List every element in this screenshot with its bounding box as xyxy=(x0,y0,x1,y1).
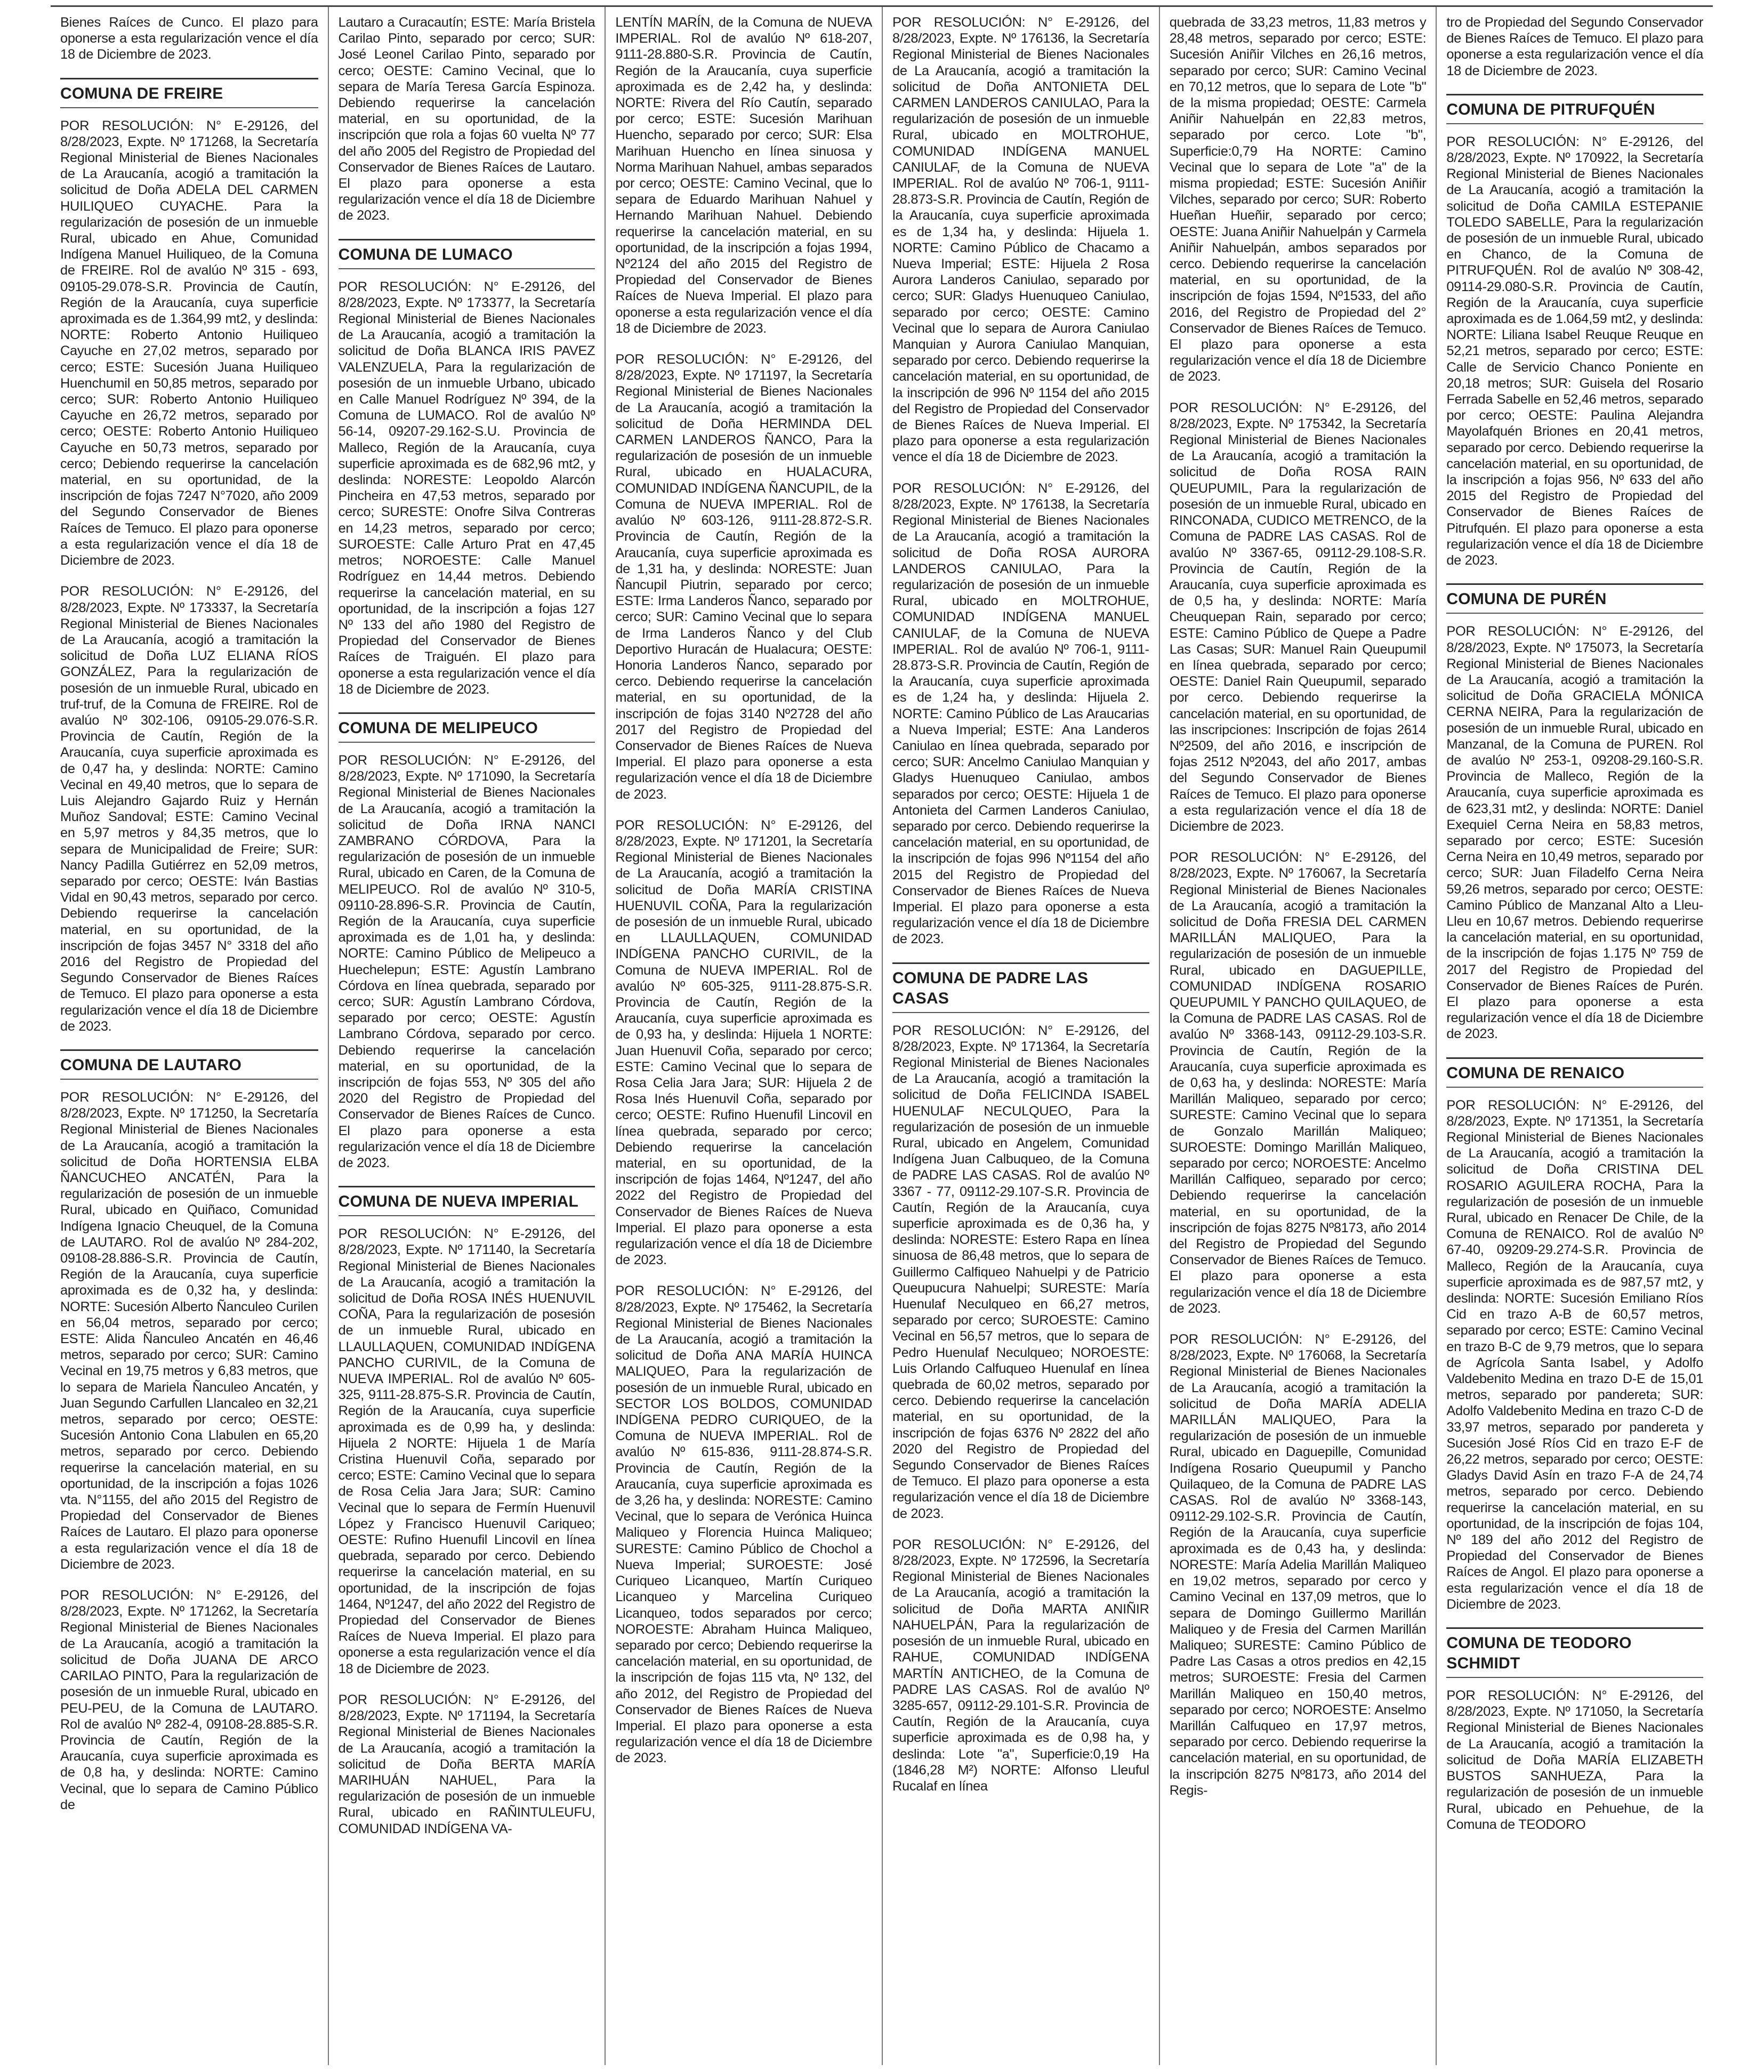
newspaper-page xyxy=(51,5,1713,2065)
notice-paragraph: POR RESOLUCIÓN: N° E-29126, del 8/28/2023, Expte. Nº 175073, la Secretaría Regional Ministerial de Bienes Nacionales de La Araucanía, acogió a tramitación la solicitud de Doña GRACIELA MÓNICA CERNA NEIRA, Para la regularización de posesión de un inmueble Rural, ubicado en Manzanal, de la Comuna de PUREN. Rol de avalúo Nº 253-1, 09208-29.160-S.R. Provincia de Malleco, Región de la Araucanía, cuya superficie aproximada es de 623,31 mt2, y deslinda: NORTE: Daniel Exequiel Cerna Neira en 58,83 metros, separado por cerco; ESTE: Sucesión Cerna Neira en 10,49 metros, separado por cerco; SUR: Juan Filadelfo Cerna Neira 59,26 metros, separado por cerco; OESTE: Camino Público de Manzanal Alto a Lleu-Lleu en 10,67 metros. Debiendo requerirse la cancelación material, en su oportunidad, de la inscripción de fojas 1.175 Nº 759 de 2017 del Registro de Propiedad del Conservador de Bienes Raíces de Purén. El plazo para oponerse a esta regularización vence el día 18 de Diciembre de 2023. xyxy=(1446,624,1704,1042)
column-5 xyxy=(1159,7,1436,2065)
section-heading: COMUNA DE PURÉN xyxy=(1446,583,1703,614)
notice-paragraph: POR RESOLUCIÓN: N° E-29126, del 8/28/2023, Expte. Nº 171050, la Secretaría Regional Ministerial de Bienes Nacionales de La Araucanía, acogió a tramitación la solicitud de Doña MARÍA ELIZABETH BUSTOS SANHUEZA, Para la regularización de posesión de un inmueble Rural, ubicado en Pehuehue, de la Comuna de TEODORO xyxy=(1446,1688,1704,1832)
notice-paragraph: POR RESOLUCIÓN: N° E-29126, del 8/28/2023, Expte. Nº 172596, la Secretaría Regional Ministerial de Bienes Nacionales de La Araucanía, acogió a tramitación la solicitud de Doña MARTA ANIÑIR NAHUELPÁN, Para la regularización de posesión de un inmueble Rural, ubicado en RAHUE, COMUNIDAD INDÍGENA MARTÍN ANTICHEO, de la Comuna de PADRE LAS CASAS. Rol de avalúo Nº 3285-657, 09112-29.101-S.R. Provincia de Cautín, Región de la Araucanía, cuya superficie aproximada es de 0,98 ha, y deslinda: Lote "a", Superficie:0,19 Ha (1846,28 M²) NORTE: Alfonso Lleuful Rucalaf en línea xyxy=(892,1537,1149,1794)
notice-paragraph: POR RESOLUCIÓN: N° E-29126, del 8/28/2023, Expte. Nº 170922, la Secretaría Regional Ministerial de Bienes Nacionales de La Araucanía, acogió a tramitación la solicitud de Doña CAMILA ESTEPANIE TOLEDO SABELLE, Para la regularización de posesión de un inmueble Rural, ubicado en Chanco, de la Comuna de PITRUFQUÉN. Rol de avalúo Nº 308-42, 09114-29.080-S.R. Provincia de Cautín, Región de la Araucanía, cuya superficie aproximada es de 1.064,59 mt2, y deslinda: NORTE: Liliana Isabel Reuque Reuque en 52,21 metros, separado por cerco; ESTE: Calle de Servicio Chanco Poniente en 20,18 metros; SUR: Guisela del Rosario Ferrada Sabelle en 52,46 metros, separado por cerco; OESTE: Paulina Alejandra Mayolafquén Briones en 20,41 metros, separado por cerco. Debiendo requerirse la cancelación material, en su oportunidad, de la inscripción a fojas 956, Nº 633 del año 2015 del Registro de Propiedad del Conservador de Bienes Raíces de Pitrufquén. El plazo para oponerse a esta regularización vence el día 18 de Diciembre de 2023. xyxy=(1446,134,1704,568)
column-1 xyxy=(51,7,328,2065)
notice-paragraph: POR RESOLUCIÓN: N° E-29126, del 8/28/2023, Expte. Nº 171140, la Secretaría Regional Ministerial de Bienes Nacionales de La Araucanía, acogió a tramitación la solicitud de Doña ROSA INÉS HUENUVIL COÑA, Para la regularización de posesión de un inmueble Rural, ubicado en LLAULLAQUEN, COMUNIDAD INDÍGENA PANCHO CURIVIL, de la Comuna de NUEVA IMPERIAL. Rol de avalúo Nº 605-325, 9111-28.875-S.R. Provincia de Cautín, Región de la Araucanía, cuya superficie aproximada es de 0,99 ha, y deslinda: Hijuela 2 NORTE: Hijuela 1 de María Cristina Huenuvil Coña, separado por cerco; ESTE: Camino Vecinal que lo separa de Rosa Celia Jara Jara; SUR: Camino Vecinal que lo separa de Fermín Huenuvil López y Francisco Huenuvil Cariqueo; OESTE: Rufino Huenufil Lincovil en línea quebrada, separado por cerco. Debiendo requerirse la cancelación material, en su oportunidad, de la inscripción de fojas 1464, Nº1247, del año 2022 del Registro de Propiedad del Conservador de Bienes Raíces de Nueva Imperial. El plazo para oponerse a esta regularización vence el día 18 de Diciembre de 2023. xyxy=(338,1226,595,1676)
notice-paragraph: POR RESOLUCIÓN: N° E-29126, del 8/28/2023, Expte. Nº 171268, la Secretaría Regional Ministerial de Bienes Nacionales de La Araucanía, acogió a tramitación la solicitud de Doña ADELA DEL CARMEN HUILIQUEO CUYACHE. Para la regularización de posesión de un inmueble Rural, ubicado en Ahue, Comunidad Indígena Manuel Huiliqueo, de la Comuna de FREIRE. Rol de avalúo Nº 315 - 693, 09105-29.078-S.R. Provincia de Cautín, Región de la Araucanía, cuya superficie aproximada es de 1.364,99 mt2, y deslinda: NORTE: Roberto Antonio Huiliqueo Cayuche en 27,02 metros, separado por cerco; ESTE: Sucesión Juana Huiliqueo Huenchumil en 50,85 metros, separado por cerco; SUR: Roberto Antonio Huiliqueo Cayuche en 26,72 metros, separado por cerco; OESTE: Roberto Antonio Huiliqueo Cayuche en 50,73 metros, separado por cerco; Debiendo requerirse la cancelación material, en su oportunidad, de la inscripción de fojas 7247 N°7020, año 2009 del Segundo Conservador de Bienes Raíces de Temuco. El plazo para oponerse a esta regularización vence el día 18 de Diciembre de 2023. xyxy=(60,118,318,568)
column-4 xyxy=(882,7,1159,2065)
notice-paragraph: POR RESOLUCIÓN: N° E-29126, del 8/28/2023, Expte. Nº 176067, la Secretaría Regional Ministerial de Bienes Nacionales de La Araucanía, acogió a tramitación la solicitud de Doña FRESIA DEL CARMEN MARILLÁN MALIQUEO, Para la regularización de posesión de un inmueble Rural, ubicado en DAGUEPILLE, COMUNIDAD INDÍGENA ROSARIO QUEUPUMIL Y PANCHO QUILAQUEO, de la Comuna de PADRE LAS CASAS. Rol de avalúo Nº 3368-143, 09112-29.103-S.R. Provincia de Cautín, Región de la Araucanía, cuya superficie aproximada es de 0,63 ha, y deslinda: NORESTE: María Marillán Maliqueo, separado por cerco; SURESTE: Camino Vecinal que lo separa de Gonzalo Marillán Maliqueo; SUROESTE: Domingo Marillán Maliqueo, separado por cerco; NOROESTE: Ancelmo Marillán Calfiqueo, separado por cerco; Debiendo requerirse la cancelación material, en su oportunidad, de la inscripción de fojas 8275 Nº8173, año 2014 del Registro de Propiedad del Segundo Conservador de Bienes Raíces de Temuco. El plazo para oponerse a esta regularización vence el día 18 de Diciembre de 2023. xyxy=(1169,850,1427,1316)
notice-paragraph: POR RESOLUCIÓN: N° E-29126, del 8/28/2023, Expte. Nº 175462, la Secretaría Regional Ministerial de Bienes Nacionales de La Araucanía, acogió a tramitación la solicitud de Doña ANA MARÍA HUINCA MALIQUEO, Para la regularización de posesión de un inmueble Rural, ubicado en SECTOR LOS BOLDOS, COMUNIDAD INDÍGENA PEDRO CURIQUEO, de la Comuna de NUEVA IMPERIAL. Rol de avalúo Nº 615-836, 9111-28.874-S.R. Provincia de Cautín, Región de la Araucanía, cuya superficie aproximada es de 3,26 ha, y deslinda: NORESTE: Camino Vecinal, que lo separa de Verónica Huinca Maliqueo y Florencia Huinca Maliqueo; SURESTE: Camino Público de Chochol a Nueva Imperial; SUROESTE: José Curiqueo Licanqueo, Martín Curiqueo Licanqueo y Marcelina Curiqueo Licanqueo, todos separados por cerco; NOROESTE: Abraham Huinca Maliqueo, separado por cerco; Debiendo requerirse la cancelación material, en su oportunidad, de la inscripción de fojas 115 vta, Nº 132, del año 2012, del Registro de Propiedad del Conservador de Bienes Raíces de Nueva Imperial. El plazo para oponerse a esta regularización vence el día 18 de Diciembre de 2023. xyxy=(615,1283,873,1766)
column-2 xyxy=(328,7,605,2065)
column-3 xyxy=(605,7,882,2065)
section-heading: COMUNA DE RENAICO xyxy=(1446,1057,1703,1088)
notice-paragraph: POR RESOLUCIÓN: N° E-29126, del 8/28/2023, Expte. Nº 171364, la Secretaría Regional Ministerial de Bienes Nacionales de La Araucanía, acogió a tramitación la solicitud de Doña FELICINDA ISABEL HUENULAF NECULQUEO, Para la regularización de posesión de un inmueble Rural, ubicado en Angelem, Comunidad Indígena Juan Calbuqueo, de la Comuna de PADRE LAS CASAS. Rol de avalúo Nº 3367 - 77, 09112-29.107-S.R. Provincia de Cautín, Región de la Araucanía, cuya superficie aproximada es de 0,36 ha, y deslinda: NORESTE: Estero Rapa en línea sinuosa de 86,48 metros, que lo separa de Guillermo Calfiqueo Nahuelpi y de Patricio Queupucura Nahuelpi; SURESTE: María Huenulaf Neculqueo en 66,27 metros, separado por cerco; SUROESTE: Camino Vecinal en 56,57 metros, que lo separa de Pedro Huenulaf Neculqueo; NOROESTE: Luis Orlando Calfuqueo Huenulaf en línea quebrada de 60,02 metros, separado por cerco. Debiendo requerirse la cancelación material, en su oportunidad, de la inscripción de fojas 6376 Nº 2822 del año 2020 del Registro de Propiedad del Segundo Conservador de Bienes Raíces de Temuco. El plazo para oponerse a esta regularización vence el día 18 de Diciembre de 2023. xyxy=(892,1023,1149,1521)
notice-paragraph: POR RESOLUCIÓN: N° E-29126, del 8/28/2023, Expte. Nº 176068, la Secretaría Regional Ministerial de Bienes Nacionales de La Araucanía, acogió a tramitación la solicitud de Doña MARÍA ADELIA MARILLÁN MALIQUEO, Para la regularización de posesión de un inmueble Rural, ubicado en Daguepille, Comunidad Indígena Rosario Queupumil y Pancho Quilaqueo, de la Comuna de PADRE LAS CASAS. Rol de avalúo Nº 3368-143, 09112-29.102-S.R. Provincia de Cautín, Región de la Araucanía, cuya superficie aproximada es de 0,43 ha, y deslinda: NORESTE: María Adelia Marillán Maliqueo en 19,02 metros, separado por cerco y Camino Vecinal en 137,09 metros, que lo separa de Domingo Guillermo Marillán Maliqueo y de Fresia del Carmen Marillán Maliqueo; SURESTE: Camino Público de Padre Las Casas a otros predios en 42,15 metros; SUROESTE: Fresia del Carmen Marillán Maliqueo en 150,40 metros, separado por cerco; NOROESTE: Anselmo Marillán Calfuqueo en 17,97 metros, separado por cerco. Debiendo requerirse la cancelación material, en su oportunidad, de la inscripción 8275 Nº8173, año 2014 del Regis- xyxy=(1169,1332,1427,1798)
section-heading: COMUNA DE PADRE LAS CASAS xyxy=(892,962,1149,1013)
notice-paragraph: POR RESOLUCIÓN: N° E-29126, del 8/28/2023, Expte. Nº 176138, la Secretaría Regional Ministerial de Bienes Nacionales de La Araucanía, acogió a tramitación la solicitud de Doña ROSA AURORA LANDEROS CANIULAO, Para la regularización de posesión de un inmueble Rural, ubicado en MOLTROHUE, COMUNIDAD INDÍGENA MANUEL CANIULAF, de la Comuna de NUEVA IMPERIAL. Rol de avalúo Nº 706-1, 9111-28.873-S.R. Provincia de Cautín, Región de la Araucanía, cuya superficie aproximada es de 1,24 ha, y deslinda: Hijuela 2. NORTE: Camino Público de Las Araucarias a Nueva Imperial; ESTE: Ana Landeros Caniulao en línea quebrada, separado por cerco; SUR: Ancelmo Caniulao Manquian y Gladys Huenuqueo Caniulao, ambos separados por cerco; OESTE: Hijuela 1 de Antonieta del Carmen Landeros Caniulao, separado por cerco. Debiendo requerirse la cancelación material, en su oportunidad, de la inscripción de fojas 996 Nº1154 del año 2015 del Registro de Propiedad del Conservador de Bienes Raíces de Nueva Imperial. El plazo para oponerse a esta regularización vence el día 18 de Diciembre de 2023. xyxy=(892,480,1149,947)
notice-paragraph: POR RESOLUCIÓN: N° E-29126, del 8/28/2023, Expte. Nº 171197, la Secretaría Regional Ministerial de Bienes Nacionales de La Araucanía, acogió a tramitación la solicitud de Doña HERMINDA DEL CARMEN LANDEROS ÑANCO, Para la regularización de posesión de un inmueble Rural, ubicado en HUALACURA, COMUNIDAD INDÍGENA ÑANCUPIL, de la Comuna de NUEVA IMPERIAL. Rol de avalúo Nº 603-126, 9111-28.872-S.R. Provincia de Cautín, Región de la Araucanía, cuya superficie aproximada es de 1,31 ha, y deslinda: NORESTE: Juan Ñancupil Piutrin, separado por cerco; ESTE: Irma Landeros Ñanco, separado por cerco; SUR: Camino Vecinal que lo separa de Irma Landeros Ñanco y del Club Deportivo Huracán de Hualacura; OESTE: Honoria Landeros Ñanco, separado por cerco. Debiendo requerirse la cancelación material, en su oportunidad, de la inscripción de fojas 3140 Nº2728 del año 2017 del Registro de Propiedad del Conservador de Bienes Raíces de Nueva Imperial. El plazo para oponerse a esta regularización vence el día 18 de Diciembre de 2023. xyxy=(615,352,873,802)
notice-paragraph: POR RESOLUCIÓN: N° E-29126, del 8/28/2023, Expte. Nº 171351, la Secretaría Regional Ministerial de Bienes Nacionales de La Araucanía, acogió a tramitación la solicitud de Doña CRISTINA DEL ROSARIO AGUILERA ROCHA, Para la regularización de posesión de un inmueble Rural, ubicado en Renacer De Chile, de la Comuna de RENAICO. Rol de avalúo Nº 67-40, 09209-29.274-S.R. Provincia de Malleco, Región de la Araucanía, cuya superficie aproximada es de 987,57 mt2, y deslinda: NORTE: Sucesión Emiliano Ríos Cid en trazo A-B de 60,57 metros, separado por cerco; ESTE: Camino Vecinal en trazo B-C de 9,79 metros, que lo separa de Agrícola Santa Isabel, y Adolfo Valdebenito Medina en trazo D-E de 15,01 metros, separado por pandereta; SUR: Adolfo Valdebenito Medina en trazo C-D de 33,97 metros, separado por pandereta y Sucesión José Ríos Cid en trazo E-F de 26,22 metros, separado por cerco; OESTE: Gladys David Asín en trazo F-A de 24,74 metros, separado por cerco. Debiendo requerirse la cancelación material, en su oportunidad, de la inscripción de fojas 104, Nº 189 del año 2012 del Registro de Propiedad del Conservador de Bienes Raíces de Angol. El plazo para oponerse a esta regularización vence el día 18 de Diciembre de 2023. xyxy=(1446,1097,1704,1612)
notice-paragraph: POR RESOLUCIÓN: N° E-29126, del 8/28/2023, Expte. Nº 173377, la Secretaría Regional Ministerial de Bienes Nacionales de La Araucanía, acogió a tramitación la solicitud de Doña BLANCA IRIS PAVEZ VALENZUELA, Para la regularización de posesión de un inmueble Urbano, ubicado en Calle Manuel Rodríguez Nº 394, de la Comuna de LUMACO. Rol de avalúo Nº 56-14, 09207-29.162-S.U. Provincia de Malleco, Región de la Araucanía, cuya superficie aproximada es de 682,96 mt2, y deslinda: NORESTE: Leopoldo Alarcón Pincheira en 47,53 metros, separado por cerco; SURESTE: Onofre Silva Contreras en 14,23 metros, separado por cerco; SUROESTE: Calle Arturo Prat en 47,45 metros; NOROESTE: Calle Manuel Rodríguez en 14,44 metros. Debiendo requerirse la cancelación material, en su oportunidad, de la inscripción a fojas 127 Nº 133 del año 1980 del Registro de Propiedad del Conservador de Bienes Raíces de Traiguén. El plazo para oponerse a esta regularización vence el día 18 de Diciembre de 2023. xyxy=(338,279,595,697)
notice-paragraph: tro de Propiedad del Segundo Conservador de Bienes Raíces de Temuco. El plazo para oponerse a esta regularización vence el día 18 de Diciembre de 2023. xyxy=(1446,15,1704,78)
notice-paragraph: POR RESOLUCIÓN: N° E-29126, del 8/28/2023, Expte. Nº 171090, la Secretaría Regional Ministerial de Bienes Nacionales de La Araucanía, acogió a tramitación la solicitud de Doña IRNA NANCI ZAMBRANO CÓRDOVA, Para la regularización de posesión de un inmueble Rural, ubicado en Caren, de la Comuna de MELIPEUCO. Rol de avalúo Nº 310-5, 09110-28.896-S.R. Provincia de Cautín, Región de la Araucanía, cuya superficie aproximada es de 1,01 ha, y deslinda: NORTE: Camino Público de Melipeuco a Huechelepun; ESTE: Agustín Lambrano Córdova en línea quebrada, separado por cerco; SUR: Agustín Lambrano Córdova, separado por cerco; OESTE: Agustín Lambrano Córdova, separado por cerco. Debiendo requerirse la cancelación material, en su oportunidad, de la inscripción de fojas 553, Nº 305 del año 2020 del Registro de Propiedad del Conservador de Bienes Raíces de Cunco. El plazo para oponerse a esta regularización vence el día 18 de Diciembre de 2023. xyxy=(338,752,595,1170)
notice-paragraph: Bienes Raíces de Cunco. El plazo para oponerse a esta regularización vence el día 18 de Diciembre de 2023. xyxy=(60,15,318,62)
notice-paragraph: POR RESOLUCIÓN: N° E-29126, del 8/28/2023, Expte. Nº 176136, la Secretaría Regional Ministerial de Bienes Nacionales de La Araucanía, acogió a tramitación la solicitud de Doña ANTONIETA DEL CARMEN LANDEROS CANIULAO, Para la regularización de posesión de un inmueble Rural, ubicado en MOLTROHUE, COMUNIDAD INDÍGENA MANUEL CANIULAF, de la Comuna de NUEVA IMPERIAL. Rol de avalúo Nº 706-1, 9111-28.873-S.R. Provincia de Cautín, Región de la Araucanía, cuya superficie aproximada es de 1,34 ha, y deslinda: Hijuela 1. NORTE: Camino Público de Chacamo a Nueva Imperial; ESTE: Hijuela 2 Rosa Aurora Landeros Caniulao, separado por cerco; SUR: Gladys Huenuqueo Caniulao, separado por cerco; OESTE: Camino Vecinal que lo separa de Aurora Caniulao Manquian y Aurora Caniulao Manquian, separado por cerco. Debiendo requerirse la cancelación material, en su oportunidad, de la inscripción de 996 Nº 1154 del año 2015 del Registro de Propiedad del Conservador de Bienes Raíces de Nueva Imperial. El plazo para oponerse a esta regularización vence el día 18 de Diciembre de 2023. xyxy=(892,15,1149,465)
section-heading: COMUNA DE MELIPEUCO xyxy=(339,712,595,743)
notice-paragraph: POR RESOLUCIÓN: N° E-29126, del 8/28/2023, Expte. Nº 175342, la Secretaría Regional Ministerial de Bienes Nacionales de La Araucanía, acogió a tramitación la solicitud de Doña ROSA RAIN QUEUPUMIL, Para la regularización de posesión de un inmueble Rural, ubicado en RINCONADA, CUDICO METRENCO, de la Comuna de PADRE LAS CASAS. Rol de avalúo Nº 3367-65, 09112-29.108-S.R. Provincia de Cautín, Región de la Araucanía, cuya superficie aproximada es de 0,5 ha, y deslinda: NORTE: María Cheuquepan Rain, separado por cerco; ESTE: Camino Público de Quepe a Padre Las Casas; SUR: Manuel Rain Queupumil en línea quebrada, separado por cerco; OESTE: Daniel Rain Queupumil, separado por cerco. Debiendo requerirse la cancelación material, en su oportunidad, de las inscripciones: Inscripción de fojas 2614 Nº2509, del año 2016, e inscripción de fojas 2512 Nº2043, del año 2017, ambas del Segundo Conservador de Bienes Raíces de Temuco. El plazo para oponerse a esta regularización vence el día 18 de Diciembre de 2023. xyxy=(1169,400,1427,834)
section-heading: COMUNA DE TEODORO SCHMIDT xyxy=(1446,1627,1703,1678)
section-heading: COMUNA DE NUEVA IMPERIAL xyxy=(339,1186,595,1216)
column-6 xyxy=(1436,7,1713,2065)
notice-paragraph: POR RESOLUCIÓN: N° E-29126, del 8/28/2023, Expte. Nº 171201, la Secretaría Regional Ministerial de Bienes Nacionales de La Araucanía, acogió a tramitación la solicitud de Doña MARÍA CRISTINA HUENUVIL COÑA, Para la regularización de posesión de un inmueble Rural, ubicado en LLAULLAQUEN, COMUNIDAD INDÍGENA PANCHO CURIVIL, de la Comuna de NUEVA IMPERIAL. Rol de avalúo Nº 605-325, 9111-28.875-S.R. Provincia de Cautín, Región de la Araucanía, cuya superficie aproximada es de 0,93 ha, y deslinda: Hijuela 1 NORTE: Juan Huenuvil Coña, separado por cerco; ESTE: Camino Vecinal que lo separa de Rosa Celia Jara Jara; SUR: Hijuela 2 de Rosa Inés Huenuvil Coña, separado por cerco; OESTE: Rufino Huenufil Lincovil en línea quebrada, separado por cerco; Debiendo requerirse la cancelación material, en su oportunidad, de la inscripción de fojas 1464, Nº1247, del año 2022 del Registro de Propiedad del Conservador de Bienes Raíces de Nueva Imperial. El plazo para oponerse a esta regularización vence el día 18 de Diciembre de 2023. xyxy=(615,817,873,1268)
section-heading: COMUNA DE PITRUFQUÉN xyxy=(1446,94,1703,124)
section-heading: COMUNA DE FREIRE xyxy=(60,78,318,108)
notice-paragraph: Lautaro a Curacautín; ESTE: María Bristela Carilao Pinto, separado por cerco; SUR: José Leonel Carilao Pinto, separado por cerco; OESTE: Camino Vecinal, que lo separa de María Teresa García Espinoza. Debiendo requerirse la cancelación material, en su oportunidad, de la inscripción que rola a fojas 60 vuelta Nº 77 del año 2005 del Registro de Propiedad del Conservador de Bienes Raíces de Lautaro. El plazo para oponerse a esta regularización vence el día 18 de Diciembre de 2023. xyxy=(338,15,595,223)
notice-paragraph: LENTÍN MARÍN, de la Comuna de NUEVA IMPERIAL. Rol de avalúo Nº 618-207, 9111-28.880-S.R. Provincia de Cautín, Región de la Araucanía, cuya superficie aproximada es de 2,42 ha, y deslinda: NORTE: Rivera del Río Cautín, separado por cerco; ESTE: Sucesión Marihuan Huencho, separado por cerco; SUR: Elsa Marihuan Huencho en línea sinuosa y Norma Marihuan Nahuel, ambas separados por cerco; OESTE: Camino Vecinal, que lo separa de Eduardo Marihuan Nahuel y Hernando Marihuan Nahuel. Debiendo requerirse la cancelación material, en su oportunidad, de la inscripción a fojas 1994, Nº2124 del año 2015 del Registro de Propiedad del Conservador de Bienes Raíces de Nueva Imperial. El plazo para oponerse a esta regularización vence el día 18 de Diciembre de 2023. xyxy=(615,15,873,336)
notice-paragraph: POR RESOLUCIÓN: N° E-29126, del 8/28/2023, Expte. Nº 171250, la Secretaría Regional Ministerial de Bienes Nacionales de La Araucanía, acogió a tramitación la solicitud de Doña HORTENSIA ELBA ÑANCUCHEO ANCATÉN, Para la regularización de posesión de un inmueble Rural, ubicado en Quiñaco, Comunidad Indígena Ignacio Cheuquel, de la Comuna de LAUTARO. Rol de avalúo Nº 284-202, 09108-28.886-S.R. Provincia de Cautín, Región de la Araucanía, cuya superficie aproximada es de 0,32 ha, y deslinda: NORTE: Sucesión Alberto Ñanculeo Curilen en 56,04 metros, separado por cerco; ESTE: Alida Ñanculeo Ancatén en 46,46 metros, separado por cerco; SUR: Camino Vecinal en 19,75 metros y 6,83 metros, que lo separa de Mariela Ñanculeo Ancatén, y Juan Segundo Carfullen Llancaleo en 32,21 metros, separado por cerco; OESTE: Sucesión Antonio Cona Llabulen en 65,20 metros, separado por cerco. Debiendo requerirse la cancelación material, en su oportunidad, de la inscripción a fojas 1026 vta. N°1155, del año 2015 del Registro de Propiedad del Conservador de Bienes Raíces de Lautaro. El plazo para oponerse a esta regularización vence el día 18 de Diciembre de 2023. xyxy=(60,1089,318,1572)
notice-paragraph: quebrada de 33,23 metros, 11,83 metros y 28,48 metros, separado por cerco; ESTE: Sucesión Aniñir Vilches en 26,16 metros, separado por cerco; SUR: Camino Vecinal en 70,12 metros, que lo separa de Lote "b" de la misma propiedad; OESTE: Carmela Aniñir Nahuelpán en 22,83 metros, separado por cerco. Lote "b", Superficie:0,79 Ha NORTE: Camino Vecinal que lo separa de Lote "a" de la misma propiedad; ESTE: Sucesión Aniñir Vilches, separado por cerco; SUR: Roberto Hueñan Hueñir, separado por cerco; OESTE: Juana Aniñir Nahuelpán y Carmela Aniñir Nahuelpán, ambos separados por cerco. Debiendo requerirse la cancelación material, en su oportunidad, de la inscripción de fojas 1594, Nº1533, del año 2016, del Registro de Propiedad del 2° Conservador de Bienes Raíces de Temuco. El plazo para oponerse a esta regularización vence el día 18 de Diciembre de 2023. xyxy=(1169,15,1427,384)
notice-paragraph: POR RESOLUCIÓN: N° E-29126, del 8/28/2023, Expte. Nº 171194, la Secretaría Regional Ministerial de Bienes Nacionales de La Araucanía, acogió a tramitación la solicitud de Doña BERTA MARÍA MARIHUÁN NAHUEL, Para la regularización de posesión de un inmueble Rural, ubicado en RAÑINTULEUFU, COMUNIDAD INDÍGENA VA- xyxy=(338,1692,595,1836)
section-heading: COMUNA DE LUMACO xyxy=(339,239,595,269)
section-heading: COMUNA DE LAUTARO xyxy=(60,1049,318,1080)
notice-paragraph: POR RESOLUCIÓN: N° E-29126, del 8/28/2023, Expte. Nº 173337, la Secretaría Regional Ministerial de Bienes Nacionales de La Araucanía, acogió a tramitación la solicitud de Doña LUZ ELIANA RÍOS GONZÁLEZ, Para la regularización de posesión de un inmueble Rural, ubicado en truf-truf, de la Comuna de FREIRE. Rol de avalúo Nº 302-106, 09105-29.076-S.R. Provincia de Cautín, Región de la Araucanía, cuya superficie aproximada es de 0,47 ha, y deslinda: NORTE: Camino Vecinal en 49,40 metros, que lo separa de Luis Alejandro Gajardo Ruiz y Hernán Muñoz Sandoval; ESTE: Camino Vecinal en 5,97 metros y 84,35 metros, que lo separa de Municipalidad de Freire; SUR: Nancy Padilla Gutiérrez en 52,09 metros, separado por cerco; OESTE: Iván Bastias Vidal en 90,43 metros, separado por cerco. Debiendo requerirse la cancelación material, en su oportunidad, de la inscripción de fojas 3457 N° 3318 del año 2016 del Registro de Propiedad del Segundo Conservador de Bienes Raíces de Temuco. El plazo para oponerse a esta regularización vence el día 18 de Diciembre de 2023. xyxy=(60,584,318,1034)
notice-paragraph: POR RESOLUCIÓN: N° E-29126, del 8/28/2023, Expte. Nº 171262, la Secretaría Regional Ministerial de Bienes Nacionales de La Araucanía, acogió a tramitación la solicitud de Doña JUANA DE ARCO CARILAO PINTO, Para la regularización de posesión de un inmueble Rural, ubicado en PEU-PEU, de la Comuna de LAUTARO. Rol de avalúo Nº 282-4, 09108-28.885-S.R. Provincia de Cautín, Región de la Araucanía, cuya superficie aproximada es de 0,8 ha, y deslinda: NORTE: Camino Vecinal, que lo separa de Camino Público de xyxy=(60,1588,318,1812)
